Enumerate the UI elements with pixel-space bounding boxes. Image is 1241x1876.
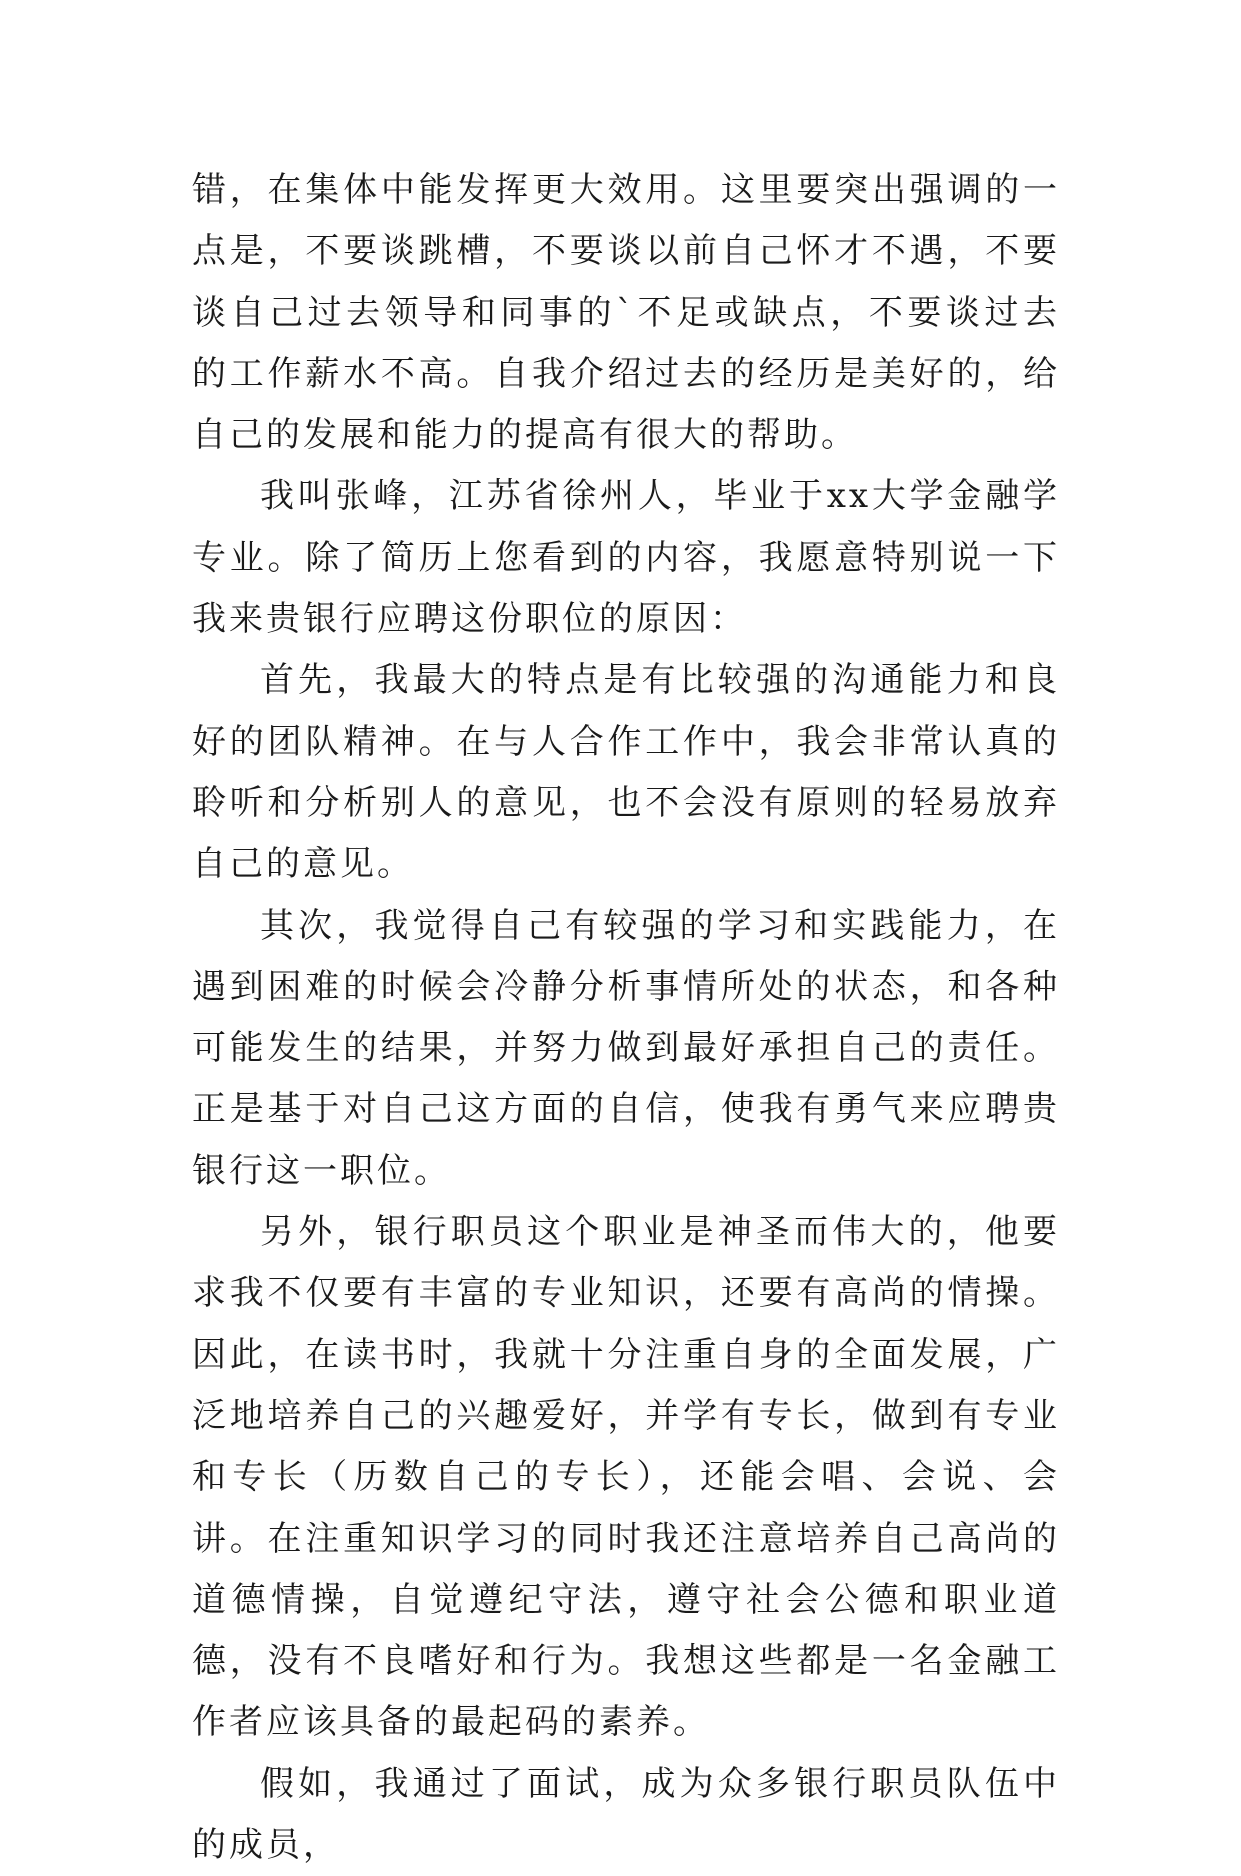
paragraph-6: 假如，我通过了面试，成为众多银行职员队伍中的成员，: [192, 1763, 1060, 1866]
paragraph-3: 首先，我最大的特点是有比较强的沟通能力和良好的团队精神。在与人合作工作中，我会非常认真的聆听和分析别人的意见，也不会没有原则的轻易放弃自己的意见。: [192, 660, 1060, 885]
paragraph-5: 另外，银行职员这个职业是神圣而伟大的，他要求我不仅要有丰富的专业知识，还要有高尚的情操。因此，在读书时，我就十分注重自身的全面发展，广泛地培养自己的兴趣爱好，并学有专长，做到有专业和专长（历数自己的专长），还能会唱、会说、会讲。在注重知识学习的同时我还注意培养自己高尚的道德情操，自觉遵纪守法，遵守社会公德和职业道德，没有不良嗜好和行为。我想这些都是一名金融工作者应该具备的最起码的素养。: [192, 1212, 1060, 1743]
body-text: [192, 160, 1060, 1876]
paragraph-4: 其次，我觉得自己有较强的学习和实践能力，在遇到困难的时候会冷静分析事情所处的状态，和各种可能发生的结果，并努力做到最好承担自己的责任。正是基于对自己这方面的自信，使我有勇气来应聘贵银行这一职位。: [192, 905, 1060, 1191]
paragraph-1: 错，在集体中能发挥更大效用。这里要突出强调的一点是，不要谈跳槽，不要谈以前自己怀才不遇，不要谈自己过去领导和同事的`不足或缺点，不要谈过去的工作薪水不高。自我介绍过去的经历是美好的，给自己的发展和能力的提高有很大的帮助。: [192, 170, 1060, 456]
paragraph-2: 我叫张峰，江苏省徐州人，毕业于xx大学金融学专业。除了简历上您看到的内容，我愿意特别说一下我来贵银行应聘这份职位的原因：: [192, 476, 1060, 640]
